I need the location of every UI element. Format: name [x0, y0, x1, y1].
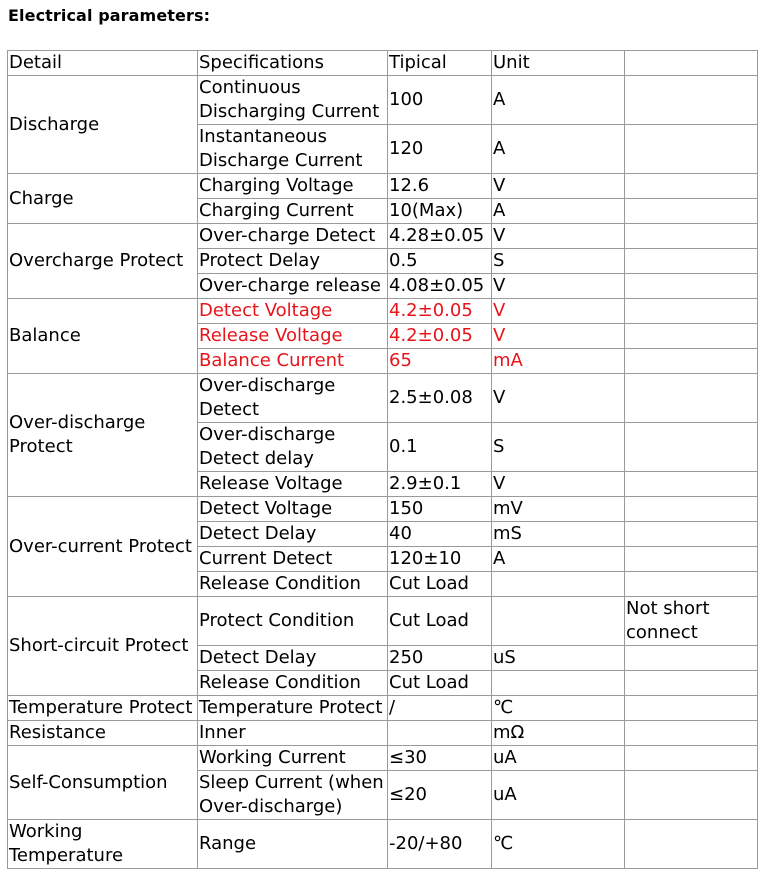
header-detail: Detail [8, 51, 198, 76]
table-row [8, 174, 758, 199]
spec-cell: Charging Voltage [198, 174, 388, 199]
unit-cell: V [492, 299, 625, 324]
typical-cell: 250 [388, 646, 492, 671]
spec-cell: Continuous Discharging Current [198, 76, 388, 125]
extra-cell [625, 497, 758, 522]
group-label: Discharge [8, 76, 198, 174]
unit-cell: V [492, 374, 625, 423]
table-row [8, 374, 758, 423]
note-cell: Not short connect [625, 597, 758, 646]
spec-cell: Detect Delay [198, 646, 388, 671]
typical-cell [388, 721, 492, 746]
typical-cell: Cut Load [388, 572, 492, 597]
table-row [8, 721, 758, 746]
group-label: Short-circuit Protect [8, 597, 198, 696]
unit-cell: mΩ [492, 721, 625, 746]
extra-cell [625, 174, 758, 199]
spec-cell: Detect Delay [198, 522, 388, 547]
typical-cell: Cut Load [388, 597, 492, 646]
spec-cell: Detect Voltage [198, 497, 388, 522]
spec-cell: Current Detect [198, 547, 388, 572]
table-row [8, 224, 758, 249]
typical-cell: 4.08±0.05 [388, 274, 492, 299]
spec-cell: Over-charge Detect [198, 224, 388, 249]
extra-cell [625, 349, 758, 374]
spec-cell: Protect Condition [198, 597, 388, 646]
table-row [8, 497, 758, 522]
spec-cell: Instantaneous Discharge Current [198, 125, 388, 174]
extra-cell [625, 522, 758, 547]
group-label: Overcharge Protect [8, 224, 198, 299]
group-label: Working Temperature [8, 820, 198, 869]
extra-cell [625, 76, 758, 125]
unit-cell: uA [492, 746, 625, 771]
typical-cell: 120±10 [388, 547, 492, 572]
extra-cell [625, 224, 758, 249]
header-specifications: Specifications [198, 51, 388, 76]
extra-cell [625, 423, 758, 472]
extra-cell [625, 274, 758, 299]
extra-cell [625, 820, 758, 869]
header-unit: Unit [492, 51, 625, 76]
unit-cell [492, 572, 625, 597]
unit-cell: ℃ [492, 696, 625, 721]
spec-cell: Temperature Protect [198, 696, 388, 721]
unit-cell: A [492, 547, 625, 572]
group-label: Over-current Protect [8, 497, 198, 597]
group-label: Charge [8, 174, 198, 224]
typical-cell: Cut Load [388, 671, 492, 696]
spec-cell: Over-discharge Detect delay [198, 423, 388, 472]
header-row [8, 51, 758, 76]
spec-cell: Release Condition [198, 572, 388, 597]
spec-cell: Over-charge release [198, 274, 388, 299]
unit-cell: V [492, 472, 625, 497]
typical-cell: 12.6 [388, 174, 492, 199]
group-label: Over-discharge Protect [8, 374, 198, 497]
table-row [8, 746, 758, 771]
table-row [8, 299, 758, 324]
unit-cell: uA [492, 771, 625, 820]
typical-cell: 0.5 [388, 249, 492, 274]
unit-cell: V [492, 324, 625, 349]
typical-cell: -20/+80 [388, 820, 492, 869]
extra-cell [625, 299, 758, 324]
header-typical: Tipical [388, 51, 492, 76]
extra-cell [625, 547, 758, 572]
extra-cell [625, 374, 758, 423]
unit-cell: S [492, 423, 625, 472]
unit-cell: V [492, 224, 625, 249]
extra-cell [625, 671, 758, 696]
unit-cell: A [492, 76, 625, 125]
typical-cell: 2.9±0.1 [388, 472, 492, 497]
header-extra [625, 51, 758, 76]
typical-cell: 10(Max) [388, 199, 492, 224]
typical-cell: 40 [388, 522, 492, 547]
typical-cell: 4.2±0.05 [388, 324, 492, 349]
spec-cell: Release Voltage [198, 324, 388, 349]
extra-cell [625, 249, 758, 274]
spec-cell: Working Current [198, 746, 388, 771]
table-row [8, 696, 758, 721]
extra-cell [625, 721, 758, 746]
spec-cell: Over-discharge Detect [198, 374, 388, 423]
extra-cell [625, 125, 758, 174]
group-label: Resistance [8, 721, 198, 746]
unit-cell: A [492, 199, 625, 224]
unit-cell: mV [492, 497, 625, 522]
unit-cell: mA [492, 349, 625, 374]
unit-cell: ℃ [492, 820, 625, 869]
typical-cell: 100 [388, 76, 492, 125]
extra-cell [625, 696, 758, 721]
typical-cell: 4.2±0.05 [388, 299, 492, 324]
unit-cell: mS [492, 522, 625, 547]
typical-cell: 65 [388, 349, 492, 374]
extra-cell [625, 572, 758, 597]
unit-cell: S [492, 249, 625, 274]
typical-cell: 150 [388, 497, 492, 522]
page-title: Electrical parameters: [8, 6, 211, 25]
group-label: Self-Consumption [8, 746, 198, 820]
spec-cell: Balance Current [198, 349, 388, 374]
typical-cell: / [388, 696, 492, 721]
table-row [8, 597, 758, 646]
typical-cell: 4.28±0.05 [388, 224, 492, 249]
table-row [8, 820, 758, 869]
spec-cell: Release Voltage [198, 472, 388, 497]
table-row [8, 76, 758, 125]
spec-cell: Protect Delay [198, 249, 388, 274]
extra-cell [625, 324, 758, 349]
extra-cell [625, 472, 758, 497]
spec-cell: Release Condition [198, 671, 388, 696]
spec-cell: Inner [198, 721, 388, 746]
typical-cell: 2.5±0.08 [388, 374, 492, 423]
group-label: Balance [8, 299, 198, 374]
typical-cell: 0.1 [388, 423, 492, 472]
unit-cell [492, 597, 625, 646]
unit-cell: V [492, 274, 625, 299]
unit-cell: V [492, 174, 625, 199]
typical-cell: ≤30 [388, 746, 492, 771]
typical-cell: ≤20 [388, 771, 492, 820]
unit-cell: A [492, 125, 625, 174]
unit-cell: uS [492, 646, 625, 671]
spec-cell: Charging Current [198, 199, 388, 224]
spec-cell: Range [198, 820, 388, 869]
unit-cell [492, 671, 625, 696]
spec-cell: Sleep Current (when Over-discharge) [198, 771, 388, 820]
group-label: Temperature Protect [8, 696, 198, 721]
extra-cell [625, 771, 758, 820]
extra-cell [625, 646, 758, 671]
typical-cell: 120 [388, 125, 492, 174]
extra-cell [625, 746, 758, 771]
spec-cell: Detect Voltage [198, 299, 388, 324]
extra-cell [625, 199, 758, 224]
electrical-parameters-table [7, 50, 758, 869]
